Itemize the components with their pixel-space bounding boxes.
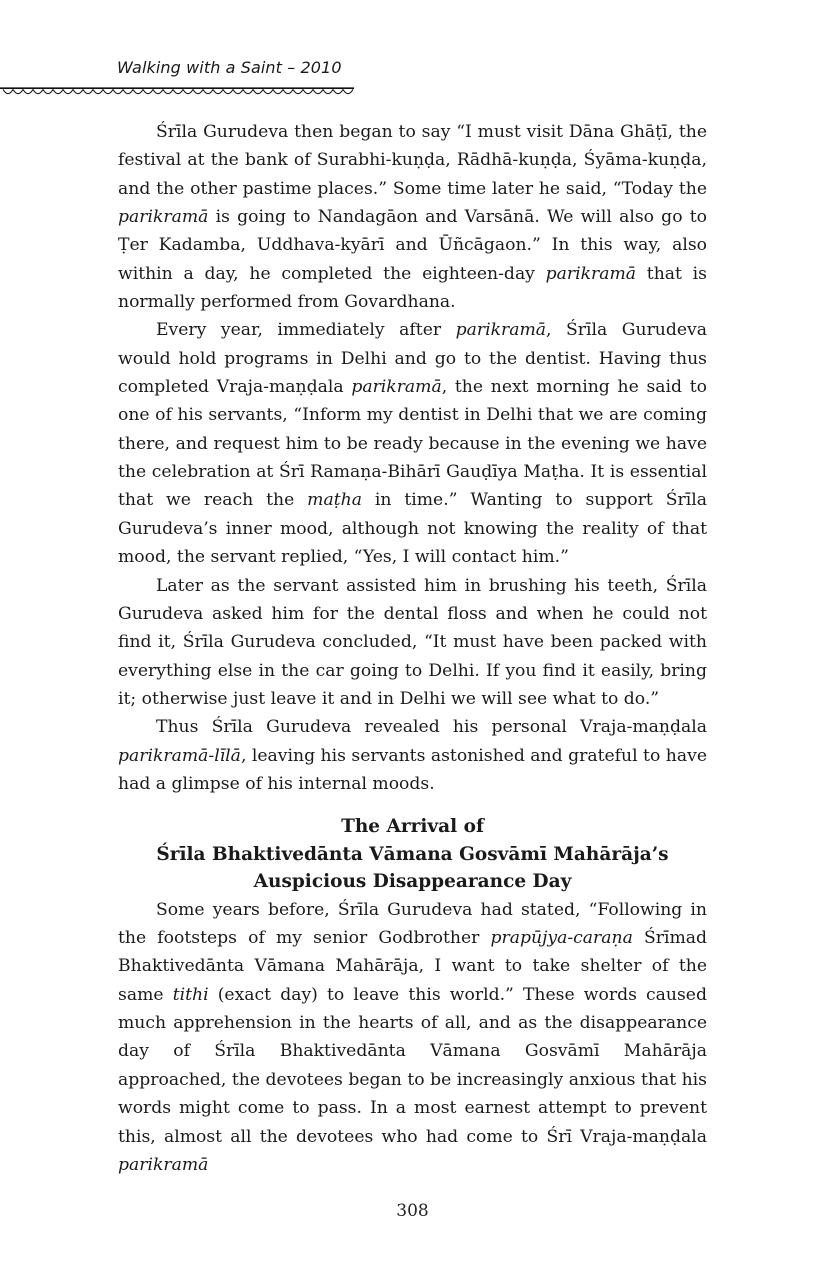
ornament-loop bbox=[23, 89, 33, 93]
header-ornament-border bbox=[0, 87, 354, 99]
ornament-loop bbox=[283, 89, 293, 93]
ornament-loop bbox=[293, 89, 303, 93]
paragraph-1: Śrīla Gurudeva then began to say “I must visit Dāna Ghāṭī, the festival at the bank of Surabhi-kuṇḍa, Rādhā-kuṇḍa, Śyāma-kuṇḍa, and the other pastime places.” Some time later he said, “Today the parikramā is going to Nandagāon and Varsānā. We will also go to Ṭer Kadamba, Uddhava-kyārī and Ūñcāgaon.” In this way, also within a day, he completed the eighteen-day parikramā that is normally performed from Govardhana. bbox=[118, 122, 708, 313]
ornament-loop bbox=[233, 89, 243, 93]
ornament-loop bbox=[13, 89, 23, 93]
italic-term: parikramā bbox=[118, 207, 209, 228]
italic-term: parikramā bbox=[118, 1154, 209, 1175]
ornament-loop bbox=[113, 89, 123, 93]
ornament-loop bbox=[253, 89, 263, 93]
heading-line-3: Auspicious Disappearance Day bbox=[253, 871, 572, 893]
paragraph-4: Thus Śrīla Gurudeva revealed his personal Vraja-maṇḍala parikramā-līlā, leaving his servants astonished and grateful to have had a glimpse of his internal moods. bbox=[118, 717, 707, 794]
ornament-loop bbox=[313, 89, 323, 93]
ornament-loop bbox=[33, 89, 43, 93]
ornament-loop bbox=[43, 89, 53, 93]
italic-term: parikramā bbox=[351, 377, 442, 398]
italic-term: tithi bbox=[172, 984, 209, 1005]
ornament-loop bbox=[213, 89, 223, 93]
ornament-loop bbox=[73, 89, 83, 93]
ornament-loop bbox=[93, 89, 103, 93]
ornament-loop bbox=[53, 89, 63, 93]
ornament-loop bbox=[263, 89, 273, 93]
ornament-loop bbox=[173, 89, 183, 93]
paragraph-5: Some years before, Śrīla Gurudeva had stated, “Following in the footsteps of my senior Godbrother prapūjya-caraṇa Śrīmad Bhaktivedānta Vāmana Mahārāja, I want to take shelter of the same tithi (exact day) to leave this world.” These words caused much apprehension in the hearts of all, and as the disappearance day of Śrīla Bhaktivedānta Vāmana Gosvāmī Mahārāja approached, the devotees began to be increasingly anxious that his words might come to pass. In a most earnest attempt to prevent this, almost all the devotees who had come to Śrī Vraja-maṇḍala parikramā bbox=[118, 899, 708, 1175]
page-number: 308 bbox=[396, 1201, 429, 1221]
paragraph-3: Later as the servant assisted him in brushing his teeth, Śrīla Gurudeva asked him for the dental floss and when he could not find it, Śrīla Gurudeva concluded, “It must have been packed with everything else in the car going to Delhi. If you find it easily, bring it; otherwise just leave it and in Delhi we will see what to do.” bbox=[118, 575, 707, 709]
ornament-loop bbox=[193, 89, 203, 93]
section-heading bbox=[118, 813, 707, 896]
ornament-loop bbox=[333, 89, 343, 93]
ornament-loop bbox=[243, 89, 253, 93]
ornament-loop bbox=[273, 89, 283, 93]
page-body bbox=[118, 118, 707, 1179]
ornament-loop bbox=[103, 89, 113, 93]
ornament-loop bbox=[183, 89, 193, 93]
ornament-loop bbox=[133, 89, 143, 93]
ornament-loop bbox=[63, 89, 73, 93]
italic-term: parikramā-līlā bbox=[118, 745, 241, 766]
ornament-loop bbox=[123, 89, 133, 93]
ornament-loop bbox=[343, 89, 353, 93]
heading-line-1: The Arrival of bbox=[341, 816, 484, 838]
ornament-loop bbox=[3, 89, 13, 93]
italic-term: parikramā bbox=[545, 263, 637, 284]
ornament-loop bbox=[223, 89, 233, 93]
running-head: Walking with a Saint – 2010 bbox=[117, 58, 342, 77]
ornament-loop bbox=[203, 89, 213, 93]
ornament-loop bbox=[163, 89, 173, 93]
ornament-loop bbox=[83, 89, 93, 93]
heading-line-2: Śrīla Bhaktivedānta Vāmana Gosvāmī Mahārāja’s bbox=[156, 843, 669, 865]
paragraph-2: Every year, immediately after parikramā, Śrīla Gurudeva would hold programs in Delhi and go to the dentist. Having thus completed Vraja-maṇḍala parikramā, the next morning he said to one of his servants, “Inform my dentist in Delhi that we are coming there, and request him to be ready because in the evening we have the celebration at Śrī Ramaṇa-Bihārī Gauḍīya Maṭha. It is essential that we reach the maṭha in time.” Wanting to support Śrīla Gurudeva’s inner mood, although not knowing the reality of that mood, the servant replied, “Yes, I will contact him.” bbox=[118, 320, 708, 568]
italic-term: parikramā bbox=[455, 320, 547, 341]
ornament-loop bbox=[323, 89, 333, 93]
ornament-loop bbox=[143, 89, 153, 93]
ornament-loop bbox=[153, 89, 163, 93]
italic-term: maṭha bbox=[307, 490, 362, 511]
ornament-loop bbox=[303, 89, 313, 93]
italic-term: prapūjya-caraṇa bbox=[490, 928, 633, 949]
